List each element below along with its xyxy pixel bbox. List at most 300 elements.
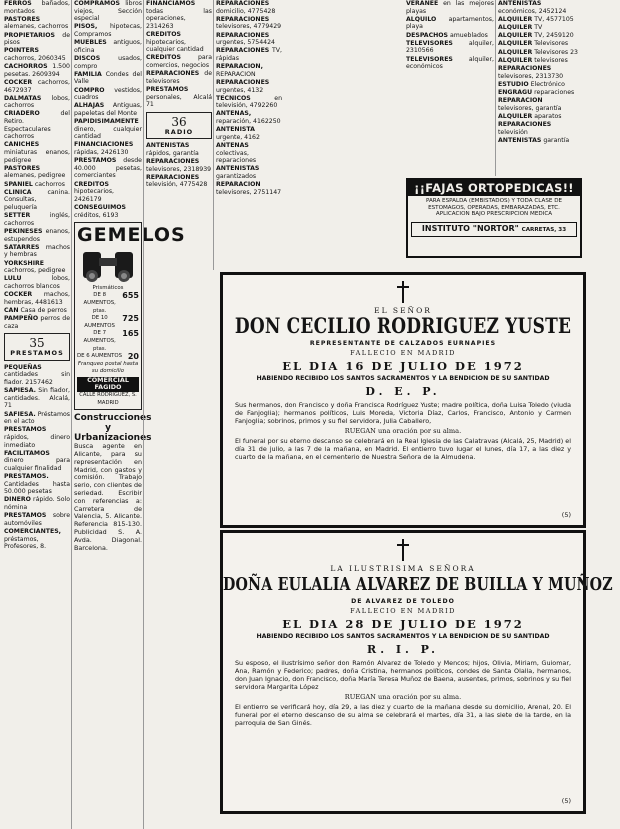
classified-ad-head: DISCOS [74,54,101,62]
column-divider [71,0,72,829]
classified-ad-text: hipotecarios, 2426179 [74,188,115,203]
classified-ad [4,110,70,140]
classified-ad-head: TECNICOS [216,94,251,102]
classified-ad [216,142,282,165]
classified-ad-text: Televisores [534,40,569,48]
classified-ad-text: hipotecarios, cualquier cantidad [146,38,204,54]
classified-ad-text: alemanes, cachorros [4,23,69,31]
classified-ad-text: préstamos, Profesores, 8. [4,535,47,551]
classified-ad-head: PRESTAMOS [4,426,47,434]
classified-ad-head: REPARACIONES [146,158,200,166]
classified-ad [74,157,142,180]
classified-ad-text: televisión [498,128,528,136]
classified-ad-head: FACILITAMOS [4,449,50,457]
classified-ad [216,63,282,78]
obituary-ref: (5) [561,797,571,805]
classified-ad [4,141,70,164]
classified-ad [216,181,282,196]
classified-ad-text: de pisos [4,31,70,47]
classified-ad-text: lobos, cachorros [4,94,70,110]
classified-ad-text: Antiguas, papeletas del Monte [74,102,142,117]
classified-ad [216,110,282,125]
classified-ad [146,158,212,173]
classified-ad-text: urgente, 4162 [216,133,260,141]
obituary-honorific: LA ILUSTRISIMA SEÑORA [330,564,476,573]
classified-ad [498,0,578,15]
classified-ad-text: canina. Consultas, peluquería [4,188,70,211]
classified-ad [498,24,578,32]
classified-ad-head: ANTENAS, [216,110,252,118]
classified-ad-head: COMPRAMOS [74,0,120,7]
classified-ad [498,49,578,57]
classified-ad-head: CLINICA [4,188,32,196]
classified-ad [74,71,142,86]
classified-ad-head: CREDITOS [74,180,109,188]
classified-ad-text: machos, hembras, 4481613 [4,291,70,306]
classified-ad [146,31,212,54]
classified-ad [146,142,212,157]
classified-ad [4,32,70,47]
classified-ad [216,95,282,110]
classified-ad [4,189,70,212]
classified-ad-text: apartamentos, playa [406,15,494,31]
obituary-died: FALLECIO EN MADRID [350,349,456,357]
section-number: 36 [171,114,187,129]
obituary-family-text: Sus hermanos, don Francisco y doña Francisca Rodríguez Yuste; madre política, doña Luisa Toledo (viuda de Fanjoglia); hermanos políticos, Luis Moreda, Victoria Díaz, Carlos, Francisco, Antonio y Carmen Fanjoglia; sobrinos, primos y su fiel servidora, Julia Caballero, [235,401,571,426]
classified-ad-head: FAMILIA [74,70,102,78]
classified-ad-text: Condes del Valle [74,70,142,86]
classified-ad-head: CANICHES [4,141,40,149]
classified-ad [74,0,142,23]
classified-list-top [74,0,142,219]
classified-ad-text: personales, Alcalá 71 [146,93,212,109]
classified-ad-text: urgentes, 4132 [216,86,264,94]
section-number: 35 [29,336,45,351]
price-value: 20 [127,352,139,362]
classified-ad-text: Sin fiador, cantidades. Alcalá, 71 [4,387,71,410]
classified-ad [4,291,70,306]
classified-ad-text: dinero, cualquier cantidad [74,125,142,141]
classified-ad-text: urgentes, 5754424 [216,39,275,47]
classified-ad [4,512,70,527]
classified-ad [74,55,142,70]
obituary-notice-2 [220,530,613,814]
classifieds-column-1 [4,0,70,829]
classified-ad [498,65,578,80]
classified-ad-text: en las mejores playas [406,0,494,15]
classified-ad-head: MUEBLES [74,39,107,47]
price-label: DE 7 AUMENTOS, ptas. [83,330,116,352]
classified-ad [4,63,70,78]
classified-ad-head: PEKINESES [4,227,43,235]
binocular-caption: Prismáticos [92,284,124,291]
classified-ad-text: vestidos, cuadros [74,86,142,102]
classified-ad-head: REPARACIONES [216,78,270,86]
classified-ad-head: REPARACIONES [216,15,270,23]
classified-list [216,0,282,196]
classified-ad-head: ALQUILER [498,48,533,56]
classified-ad-text: cantidades sin fiador. 2157462 [4,371,70,386]
classified-ad [216,79,282,94]
shop-note: Franqueo postal hasta su domicilio [77,360,139,375]
classified-ad-head: REPARACION, [216,63,263,71]
classified-ad-text: reparaciones [534,88,575,96]
classified-ad-text: televisores, 4779429 [216,23,282,31]
fajas-title: ¡¡FAJAS ORTOPEDICAS!! [408,180,580,196]
classified-ad [146,174,212,189]
classified-ad-head: PRESTAMOS [74,157,117,165]
classified-ad-text: usados, compro [74,54,142,70]
classified-ad-head: ESTUDIO [498,80,529,88]
classified-ad-head: SAPIESA. [4,387,37,395]
classified-ad [498,121,578,136]
classified-ad-head: POINTERS [4,47,39,55]
classified-ad-text: 1.500 pesetas. 2609394 [4,63,70,78]
classified-ad-head: TELEVISORES [406,39,453,47]
classified-ad-text: Cantidades hasta 50.000 pesetas [4,480,70,496]
classified-ad-text: reparación, 4162250 [216,118,281,126]
classified-ad-head: CAN [4,306,19,314]
classified-list-top [4,0,70,330]
obituary-sacraments: HABIENDO RECIBIDO LOS SANTOS SACRAMENTOS Y LA BENDICION DE SU SANTIDAD [256,633,550,640]
classified-ad [4,528,70,551]
classified-ad-head: SPANIEL [4,180,33,188]
institute-address: CARRETAS, 33 [521,226,567,233]
classified-ad [146,70,212,85]
column-divider [213,0,214,270]
classified-ad-head: PISOS, [74,23,98,31]
classified-ad-text: machos y hembras [4,243,70,259]
classified-ad-head: COCKER [4,291,33,299]
classified-ad-text: aparatos [534,112,562,120]
classified-ad [216,32,282,47]
classified-ad-head: REPARACIONES [146,173,200,181]
classified-ad-head: ANTENISTAS [146,142,190,150]
classified-ad [4,181,70,189]
obituary-name: DOÑA EULALIA ALVAREZ DE BUILLA Y MUÑOZ [223,574,613,595]
obituary-name: DON CECILIO RODRIGUEZ YUSTE [234,314,572,340]
classified-ad-head: ALQUILER [498,56,533,64]
classifieds-column-3 [146,0,212,270]
classified-ad [4,473,70,496]
classified-list-top [146,0,212,109]
classified-ad-text: televisores [534,56,568,64]
classified-ad-head: REPARACIONES [498,121,552,129]
classified-ad [4,450,70,473]
classified-ad-head: ALQUILER [498,23,533,31]
classifieds-column-4 [216,0,282,270]
classified-ad-head: PRESTAMOS. [4,473,49,481]
classified-ad-text: TV [534,23,543,31]
classified-ad [4,275,70,290]
classified-ad [74,118,142,141]
classified-ad-text: Casa de perros [20,306,67,314]
classified-ad [406,0,494,15]
classified-ad-text: garantía [543,136,570,144]
classified-ad-text: TV, rápidas [216,47,282,62]
classified-ad-text: TV, 2459120 [534,32,574,40]
classified-ad-text: desde 40.000 pesetas, comerciantes [74,157,142,180]
classified-ad-head: COMERCIANTES, [4,528,62,536]
classified-ad-head: COCKER [4,78,33,86]
classified-ad [74,87,142,102]
classified-list-bottom [146,142,212,189]
obituary-ref: (5) [561,511,571,519]
classified-ad-text: dinero para cualquier finalidad [4,457,70,472]
classified-ad [74,102,142,117]
binoculars-image [79,246,137,282]
classified-ad-head: REPARACIONES [216,31,270,39]
classified-ad-text: REPARACION [216,70,256,78]
classified-ad-text: en televisión, 4792260 [216,94,282,110]
classified-ad [4,47,70,62]
classified-ad [406,16,494,31]
cross-icon [223,539,583,561]
classified-ad-head: REPARACIONES [216,0,270,7]
price-row [77,292,139,315]
section-label: RADIO [164,127,194,136]
classified-ad-head: DALMATAS [4,94,42,102]
classified-ad-text: inglés, cachorros [4,212,70,227]
obituary-honorific: EL SEÑOR [374,306,432,315]
classified-ad-head: CREDITOS [146,54,181,62]
classified-ad-head: ALQUILER [498,15,533,23]
obituary-funeral-text: El entierro se verificará hoy, día 29, a las diez y cuarto de la mañana desde su domicilio, Arenal, 20. El funeral por el eterno descanso de su alma se celebrará el martes, día 31, a las siete de la tarde, en la parroquia de San Ginés. [235,703,571,728]
classified-ad-text: todas las operaciones, 2314263 [146,7,212,30]
classified-ad-text: rápidos, garantía [146,149,199,157]
classified-ad-text: rápidas, 2426130 [74,149,129,157]
classified-ad-head: CONSEGUIMOS [74,203,126,211]
classified-ad-text: televisión, 4775428 [146,181,208,189]
classified-ad-head: ALQUILER [498,40,533,48]
classified-ad-text: colectivas, reparaciones [216,149,257,165]
classified-ad-text: alemanes, pedigree [4,172,66,180]
classified-ad-head: REPARACIONES [216,47,270,55]
classified-ad-text: Televisores 23 [534,48,578,56]
classified-ad-text: miniaturas enanos, pedigree [4,149,70,164]
classified-ad-head: COMPRO [74,86,105,94]
price-value: 655 [122,291,139,301]
classified-ad [4,411,70,426]
classified-ad-head: PRESTAMOS [4,512,47,520]
obituary-sacraments: HABIENDO RECIBIDO LOS SANTOS SACRAMENTOS Y LA BENDICION DE SU SANTIDAD [256,375,550,382]
classified-ad-head: ALHAJAS [74,102,105,110]
classified-ad-text: libros viejos, Sección especial [74,0,142,23]
classified-ad-text: cachorros, 4672937 [4,78,70,94]
classified-ad-text: enanos, estupendos [4,227,70,243]
classified-ad-text: económicos, 2452124 [498,7,567,15]
classified-ad-text: antiguos, oficina [74,39,142,54]
classifieds-column-6 [498,0,578,176]
classified-ad-head: REPARACION [216,181,261,189]
classified-ad [146,86,212,109]
construcciones-title: Construcciones y Urbanizaciones [74,413,152,444]
classified-ad-head: SAFIESA. [4,410,36,418]
classified-ad [4,16,70,31]
classified-ad-text: del Retiro. Espectaculares cachorros [4,110,70,141]
classified-ad [498,32,578,40]
classified-ad [406,40,494,55]
classified-ad [4,260,70,275]
classified-ad-text: rápido. Solo nómina [4,496,70,512]
classifieds-column-5 [406,0,494,176]
classified-ad-head: PASTORES [4,15,41,23]
classified-ad-text: garantizados [216,173,257,180]
price-label: DE 8 AUMENTOS, ptas. [83,292,116,314]
classified-ad [74,141,142,156]
classified-ad [498,113,578,121]
classified-ad [4,212,70,227]
classified-ad [216,47,282,62]
classified-ad-text: Electrónico [530,80,565,88]
classified-ad [498,16,578,24]
classified-ad [4,496,70,511]
classified-ad [4,95,70,110]
classified-ad-text: alquiler, 2310566 [406,39,494,55]
classified-ad-head: REPARACION [498,97,543,105]
construcciones-text: Busca agente en Alicante, para su representación en Madrid, con gastos y comisión. Trabajo serio, con clientes de seriedad. Escribir con referencias a: Carretera de Valencia, 5. Alicante. Referencia 815-130. Publicidad S. A. Avda. Diagonal. Barcelona. [74,442,142,552]
classified-ad-text: bañados, montados [4,0,70,15]
classified-ad [4,228,70,243]
classified-ad [216,165,282,180]
obituary-rip: R. I. P. [367,643,439,657]
classified-ad-head: VERANEE [406,0,439,7]
obituary-role: DE ALVAREZ DE TOLEDO [351,598,455,605]
classified-ad-text: domicilio, 4775428 [216,7,276,15]
classified-ad-head: PAMPEÑO [4,315,39,323]
classified-ad [498,89,578,97]
classified-ad-head: SETTER [4,212,31,220]
gemelos-title: GEMELOS [77,224,186,247]
classified-ad [4,364,70,387]
price-row [77,315,139,330]
classified-ad-text: hipotecas, Compramos [74,23,142,38]
gemelos-ad [74,222,186,410]
classified-ad-text: TV, 4577105 [534,15,574,23]
fajas-body: PARA ESPALDA (EMBISTADOS) Y TODA CLASE DE ESTOMAGOS, OPERADAS, EMBARAZADAS, ETC. APLICACION BAJO PRESCRIPCION MEDICA [425,198,563,217]
classified-ad-head: ALQUILO [406,15,437,23]
classified-ad-head: PROPIETARIOS [4,31,55,39]
obituary-family-text: Su esposo, el ilustrísimo señor don Ramón Alvarez de Toledo y Mencos; hijos, Olivia, Miriam, Guiomar, Ana, Ramón y Federico; padres, doña Cristina, hermanos políticos, condes de Santa Olalla, hermanos, don Juan Ignacio, don Francisco, doña María Teresa Muñoz de Baena, ausentes, primos, sobrinos y su fiel servidora Margarita López [235,659,571,692]
fajas-institute [411,222,577,237]
classified-ad [146,0,212,30]
classified-ad-head: REPARACIONES [146,70,200,78]
classified-ad [4,307,70,315]
classified-ad-head: CREDITOS [146,30,181,38]
classified-ad-head: ENGRAGU [498,88,533,96]
classified-ad [4,244,70,259]
classified-ad-head: ANTENAS [216,142,249,150]
classified-ad-head: ANTENISTAS [498,136,542,144]
classified-ad [74,23,142,38]
classified-ad [406,32,494,40]
shop-name: COMERCIAL FAGIDO [77,377,139,392]
classified-ad-text: lobos, cachorros blancos [4,275,70,290]
classified-list-bottom [4,364,70,551]
obituary-rip: D. E. P. [365,385,441,399]
classified-ad-text: cachorros, pedigree [4,267,66,275]
classified-ad-head: FINANCIAMOS [146,0,196,7]
classified-list [406,0,494,71]
classified-ad-text: perros de caza [4,315,70,330]
column-divider [143,0,144,829]
classified-list [498,0,578,144]
obituary-notice-1 [220,272,586,528]
classified-ad-head: DINERO [4,496,31,504]
classified-ad-text: televisores, 2751147 [216,188,282,196]
classified-ad-head: LULU [4,275,22,283]
obituary-role: REPRESENTANTE DE CALZADOS EURNAPIES [309,340,497,347]
section-header-prestamos [4,333,70,361]
classified-ad-text: para comercios, negocios [146,54,212,69]
shop-address: CALLE RODRIGUEZ, S. MADRID [79,392,137,406]
obituary-funeral-text: El funeral por su eterno descanso se celebrará en la Real Iglesia de las Calatravas (Alcalá, 25, Madrid) el día 31 de julio, a las 7 de la mañana, en Madrid. El entierro tuvo lugar el lunes, día 17, a las diez y cuarto de la mañana, en el cementerio de Nuestra Señora de la Almudena. [235,437,571,462]
classified-ad-text: televisores, 2318939 [146,165,212,173]
classified-ad-text: rápidos, dinero inmediato [4,433,70,449]
classified-ad [498,97,578,112]
price-list [77,292,139,360]
column-divider [495,0,496,176]
classified-ad-head: PRESTAMOS [146,85,189,93]
obituary-ruegan: RUEGAN una oración por su alma. [344,693,462,702]
obituary-date: EL DIA 28 DE JULIO DE 1972 [282,617,524,631]
classified-ad-text: cachorros, 2060345 [4,54,66,62]
classified-ad-head: REPARACIONES [498,64,552,72]
price-value: 725 [122,314,139,324]
classified-ad-text: de televisores [146,70,212,85]
classified-ad-head: ANTENISTA [216,126,255,134]
classified-ad [498,40,578,48]
classified-ad [498,57,578,65]
classified-ad [74,39,142,54]
classified-ad [4,0,70,15]
section-header-radio [146,112,212,140]
classified-ad [4,165,70,180]
classified-ad-head: PASTORES [4,164,41,172]
classified-ad [74,204,142,219]
classified-ad-head: ANTENISTAS [498,0,542,7]
obituary-date: EL DIA 16 DE JULIO DE 1972 [282,359,524,373]
fajas-ortopedicas-ad [406,178,582,258]
cross-icon [223,281,583,303]
classified-ad-head: FINANCIACIONES [74,141,134,149]
classified-ad-text: amueblados [449,31,488,39]
price-value: 165 [122,329,139,339]
classified-ad-head: YORKSHIRE [4,259,45,267]
classified-ad-text: Préstamos en el acto [4,410,71,426]
classified-ad-head: PEQUEÑAS [4,363,42,371]
classified-ad [146,54,212,69]
institute-name: INSTITUTO "NORTOR" [421,223,519,233]
classified-ad [498,81,578,89]
price-row [77,330,139,353]
classified-ad [4,315,70,330]
classified-ad [498,137,578,145]
classified-ad-text: televisores, garantía [498,104,562,112]
classified-ad [216,16,282,31]
classified-ad-head: CRIADERO [4,110,40,118]
classified-ad-head: TELEVISORES [406,55,453,63]
classified-ad-head: FERROS [4,0,32,7]
classified-ad [74,181,142,204]
classified-ad-head: ANTENISTAS [216,165,260,173]
classified-ad-head: DESPACHOS [406,31,449,39]
classified-ad [216,0,282,15]
obituary-died: FALLECIO EN MADRID [350,607,456,615]
price-label: DE 6 AUMENTOS [77,353,123,360]
classified-ad-text: cachorros [34,180,65,188]
classified-ad-head: ALQUILER [498,32,533,40]
